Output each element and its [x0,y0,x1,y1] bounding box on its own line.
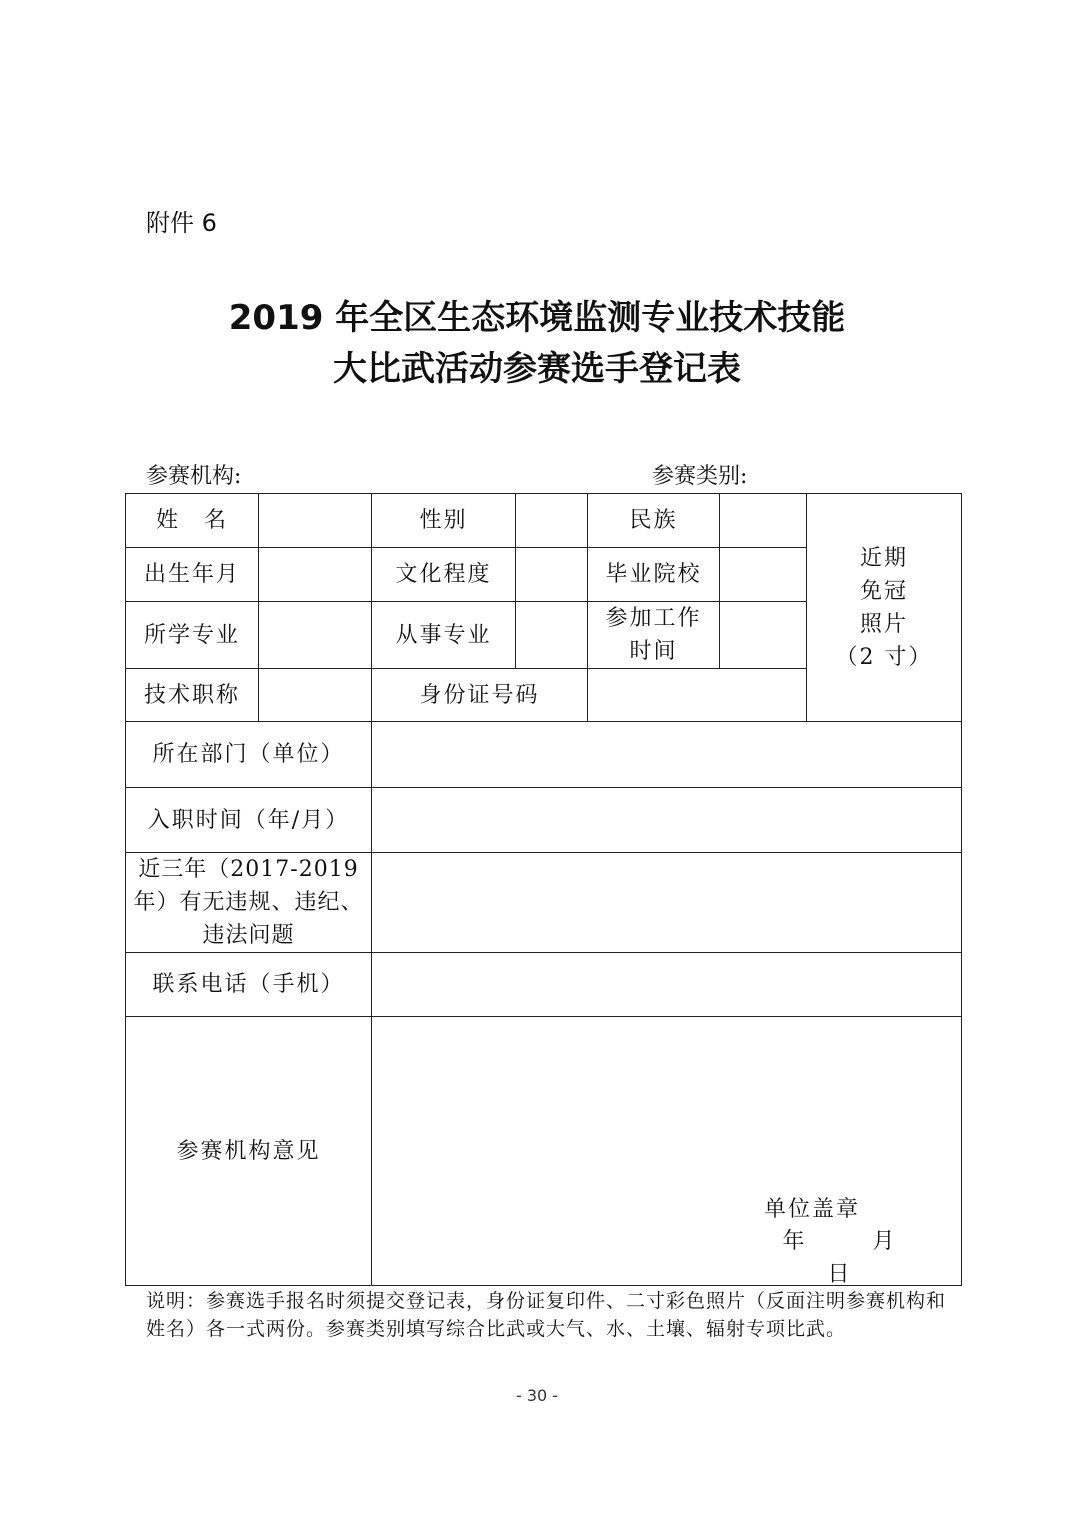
category-label: 参赛类别: [652,464,748,489]
photo-label-line3: 照片 [859,611,908,637]
violation-label-line2: 年）有无违规、违纪、 [133,890,364,915]
organization-label: 参赛机构: [146,464,242,489]
id-number-label: 身份证号码 [372,669,588,722]
date-day-label: 日 [827,1262,852,1287]
work-major-label: 从事专业 [372,602,516,669]
school-field[interactable] [720,548,807,602]
birth-label: 出生年月 [126,548,259,602]
work-start-label-line1: 参加工作 [605,606,702,631]
document-title-line1: 2019 年全区生态环境监测专业技术技能 [228,298,846,338]
registration-table [125,493,962,1286]
opinion-label: 参赛机构意见 [126,1017,372,1286]
major-field[interactable] [259,602,372,669]
violation-label-line3: 违法问题 [202,923,295,948]
school-label: 毕业院校 [588,548,720,602]
department-label: 所在部门（单位） [126,722,372,788]
phone-field[interactable] [372,953,962,1017]
violation-field[interactable] [372,853,962,953]
instructions-note: 说明：参赛选手报名时须提交登记表，身份证复印件、二寸彩色照片（反面注明参赛机构和姓名）各一式两份。参赛类别填写综合比武或大气、水、土壤、辐射专项比武。 [146,1290,947,1340]
photo-label-line4: （2 寸） [835,644,933,670]
work-major-field[interactable] [516,602,588,669]
department-field[interactable] [372,722,962,788]
work-start-field[interactable] [720,602,807,669]
attachment-label: 附件 6 [146,209,217,237]
id-number-field[interactable] [588,669,807,722]
photo-label-line2: 免冠 [859,578,908,604]
education-label: 文化程度 [372,548,516,602]
document-title-line2: 大比武活动参赛选手登记表 [333,349,741,389]
name-label: 姓 名 [126,494,259,548]
ethnicity-field[interactable] [720,494,807,548]
photo-label-line1: 近期 [859,545,908,571]
violation-label-line1: 近三年（2017-2019 [138,857,359,882]
title-rank-field[interactable] [259,669,372,722]
ethnicity-label: 民族 [588,494,720,548]
work-start-label-line2: 时间 [629,639,678,664]
stamp-label: 单位盖章 [764,1197,861,1222]
phone-label: 联系电话（手机） [126,953,372,1017]
education-field[interactable] [516,548,588,602]
entry-time-field[interactable] [372,788,962,853]
major-label: 所学专业 [126,602,259,669]
photo-box[interactable] [807,494,962,722]
birth-field[interactable] [259,548,372,602]
title-rank-label: 技术职称 [126,669,259,722]
date-line [718,1225,961,1291]
name-field[interactable] [259,494,372,548]
gender-label: 性别 [372,494,516,548]
opinion-field[interactable] [372,1017,962,1286]
gender-field[interactable] [516,494,588,548]
page-number: - 30 - [515,1386,559,1405]
date-month-label: 月 [872,1229,897,1254]
work-start-label [588,602,720,669]
entry-time-label: 入职时间（年/月） [126,788,372,853]
date-year-label: 年 [782,1229,807,1254]
violation-label [126,853,372,953]
